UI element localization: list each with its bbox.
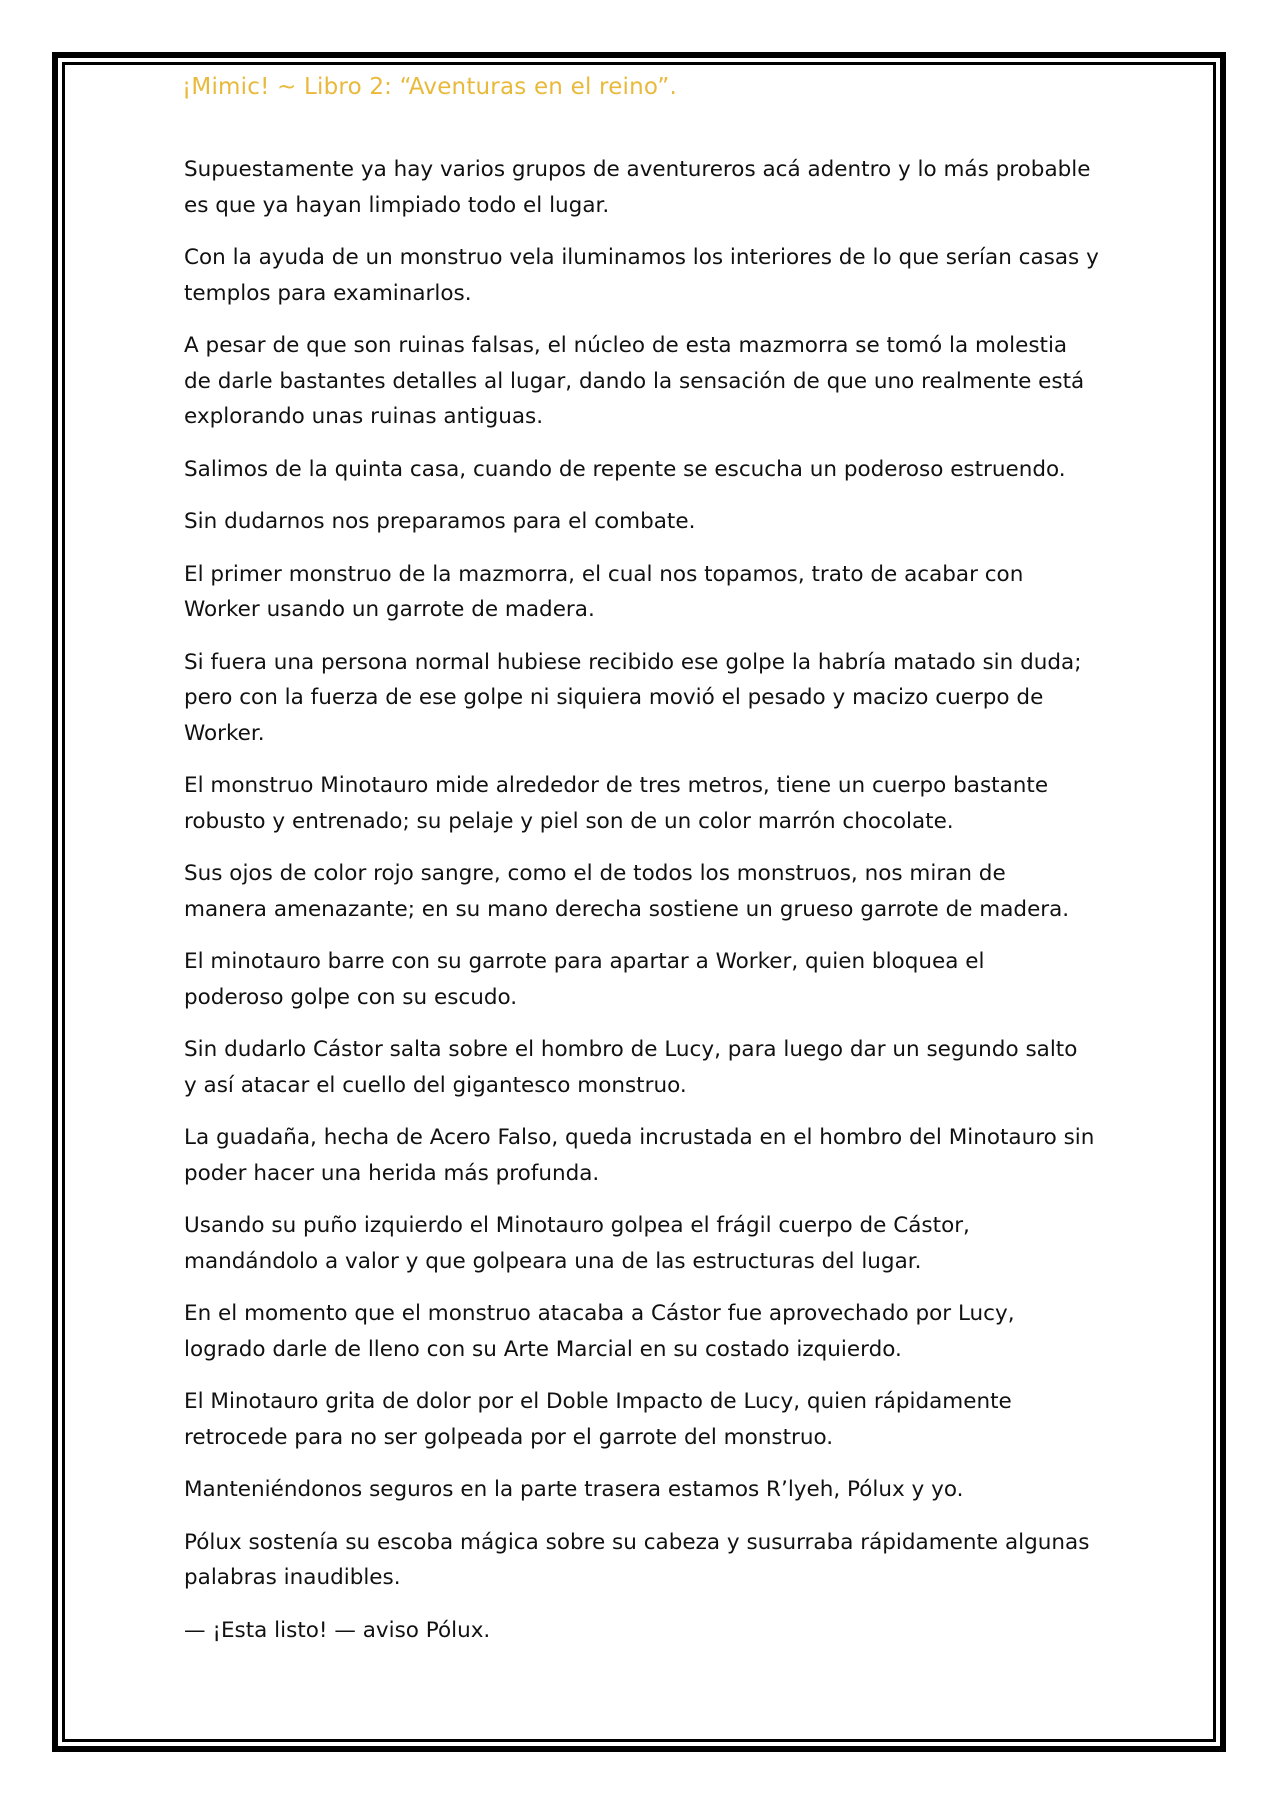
dialogue-line: — ¡Esta listo! — aviso Pólux. (184, 1617, 491, 1643)
paragraph: Sus ojos de color rojo sangre, como el de todos los monstruos, nos miran de manera amenazante; en su mano derecha sostiene un grueso garrote de madera. (184, 861, 1070, 922)
paragraph: Salimos de la quinta casa, cuando de repente se escucha un poderoso estruendo. (184, 456, 1066, 482)
paragraph: La guadaña, hecha de Acero Falso, queda incrustada en el hombro del Minotauro sin poder hacer una herida más profunda. (184, 1125, 1095, 1186)
paragraph: Sin dudarlo Cástor salta sobre el hombro de Lucy, para luego dar un segundo salto y así atacar el cuello del gigantesco monstruo. (184, 1037, 1078, 1098)
paragraph: Usando su puño izquierdo el Minotauro golpea el frágil cuerpo de Cástor, mandándolo a valor y que golpeara una de las estructuras del lugar. (184, 1213, 970, 1274)
paragraph: Sin dudarnos nos preparamos para el combate. (184, 509, 696, 534)
paragraph: El minotauro barre con su garrote para apartar a Worker, quien bloquea el poderoso golpe con su escudo. (184, 949, 985, 1010)
paragraph: Manteniéndonos seguros en la parte trasera estamos R’lyeh, Pólux y yo. (184, 1477, 964, 1502)
paragraph: El monstruo Minotauro mide alrededor de tres metros, tiene un cuerpo bastante robusto y entrenado; su pelaje y piel son de un color marrón chocolate. (184, 773, 1049, 834)
paragraph: Supuestamente ya hay varios grupos de aventureros acá adentro y lo más probable es que ya hayan limpiado todo el lugar. (184, 157, 1091, 218)
story-body (184, 152, 1104, 1665)
paragraph: Con la ayuda de un monstruo vela iluminamos los interiores de lo que serían casas y templos para examinarlos. (184, 245, 1099, 306)
paragraph: En el momento que el monstruo atacaba a Cástor fue aprovechado por Lucy, logrado darle de lleno con su Arte Marcial en su costado izquierdo. (184, 1301, 1015, 1362)
paragraph: El Minotauro grita de dolor por el Doble Impacto de Lucy, quien rápidamente retrocede para no ser golpeada por el garrote del monstruo. (184, 1389, 1012, 1450)
paragraph: A pesar de que son ruinas falsas, el núcleo de esta mazmorra se tomó la molestia de darle bastantes detalles al lugar, dando la sensación de que uno realmente está explorando unas ruinas antiguas. (184, 333, 1085, 429)
paragraph: Si fuera una persona normal hubiese recibido ese golpe la habría matado sin duda; pero con la fuerza de ese golpe ni siquiera movió el pesado y macizo cuerpo de Worker. (184, 649, 1082, 746)
paragraph: Pólux sostenía su escoba mágica sobre su cabeza y susurraba rápidamente algunas palabras inaudibles. (184, 1529, 1090, 1590)
book-header-title: ¡Mimic! ~ Libro 2: “Aventuras en el reino”. (182, 74, 677, 100)
paragraph: El primer monstruo de la mazmorra, el cual nos topamos, trato de acabar con Worker usando un garrote de madera. (184, 561, 1024, 622)
